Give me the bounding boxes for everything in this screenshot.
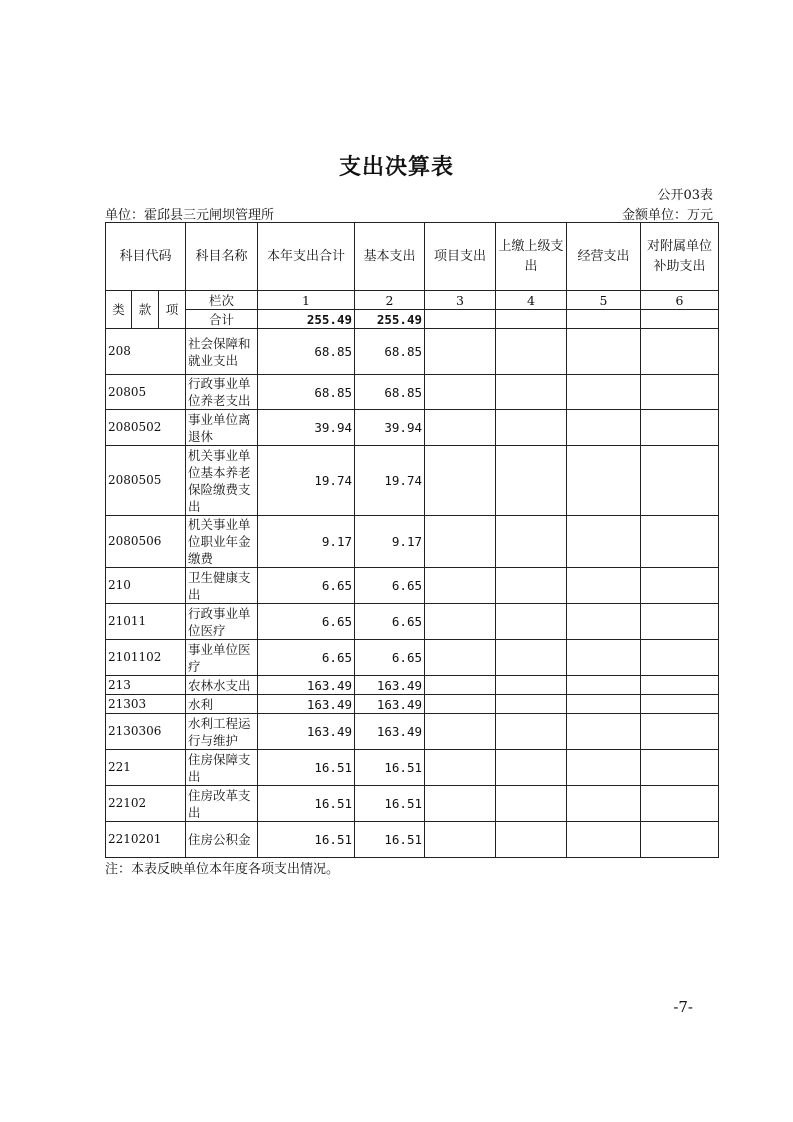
subject-name: 机关事业单位基本养老保险缴费支出 bbox=[186, 446, 258, 516]
subject-code: 210 bbox=[106, 568, 186, 604]
header-subject-code: 科目代码 bbox=[106, 223, 186, 291]
project-expenditure bbox=[425, 750, 496, 786]
business-expenditure bbox=[567, 822, 641, 858]
remit-upper-expenditure bbox=[496, 410, 567, 446]
total-expenditure: 19.74 bbox=[258, 446, 355, 516]
subject-code: 2101102 bbox=[106, 640, 186, 676]
column-number: 4 bbox=[496, 291, 567, 310]
subject-code: 213 bbox=[106, 676, 186, 695]
table-row bbox=[106, 786, 719, 822]
subject-name: 事业单位医疗 bbox=[186, 640, 258, 676]
business-expenditure bbox=[567, 375, 641, 410]
subject-name: 事业单位离退休 bbox=[186, 410, 258, 446]
header-col4: 上缴上级支出 bbox=[496, 223, 567, 291]
basic-expenditure: 163.49 bbox=[355, 714, 425, 750]
project-expenditure bbox=[425, 516, 496, 568]
header-subject-name: 科目名称 bbox=[186, 223, 258, 291]
column-number: 1 bbox=[258, 291, 355, 310]
business-expenditure bbox=[567, 446, 641, 516]
subsidy-expenditure bbox=[641, 822, 719, 858]
header-col1: 本年支出合计 bbox=[258, 223, 355, 291]
header-xiang: 项 bbox=[159, 291, 186, 329]
table-row bbox=[106, 375, 719, 410]
subject-name: 住房保障支出 bbox=[186, 750, 258, 786]
business-expenditure bbox=[567, 568, 641, 604]
subject-name: 机关事业单位职业年金缴费 bbox=[186, 516, 258, 568]
project-expenditure bbox=[425, 822, 496, 858]
basic-expenditure: 9.17 bbox=[355, 516, 425, 568]
project-expenditure bbox=[425, 640, 496, 676]
project-expenditure bbox=[425, 410, 496, 446]
total-expenditure: 68.85 bbox=[258, 375, 355, 410]
page-number: -7- bbox=[673, 998, 693, 1016]
remit-upper-expenditure bbox=[496, 329, 567, 375]
page-title: 支出决算表 bbox=[338, 155, 454, 180]
column-number: 5 bbox=[567, 291, 641, 310]
table-row bbox=[106, 695, 719, 714]
remit-upper-expenditure bbox=[496, 822, 567, 858]
header-lei: 类 bbox=[106, 291, 132, 329]
subsidy-expenditure bbox=[641, 695, 719, 714]
project-expenditure bbox=[425, 695, 496, 714]
remit-upper-expenditure bbox=[496, 714, 567, 750]
total-expenditure: 6.65 bbox=[258, 604, 355, 640]
table-row bbox=[106, 329, 719, 375]
table-note: 注：本表反映单位本年度各项支出情况。 bbox=[105, 862, 340, 877]
basic-expenditure: 16.51 bbox=[355, 822, 425, 858]
basic-expenditure: 16.51 bbox=[355, 750, 425, 786]
header-lanci: 栏次 bbox=[186, 291, 258, 310]
total-expenditure: 6.65 bbox=[258, 568, 355, 604]
project-expenditure bbox=[425, 446, 496, 516]
remit-upper-expenditure bbox=[496, 750, 567, 786]
subject-name: 水利 bbox=[186, 695, 258, 714]
remit-upper-expenditure bbox=[496, 568, 567, 604]
basic-expenditure: 163.49 bbox=[355, 695, 425, 714]
remit-upper-expenditure bbox=[496, 375, 567, 410]
subject-name: 行政事业单位养老支出 bbox=[186, 375, 258, 410]
table-code: 公开03表 bbox=[657, 188, 713, 203]
total-row bbox=[106, 310, 719, 329]
remit-upper-expenditure bbox=[496, 516, 567, 568]
header-kuan: 款 bbox=[132, 291, 159, 329]
column-number: 2 bbox=[355, 291, 425, 310]
total-expenditure: 39.94 bbox=[258, 410, 355, 446]
subsidy-expenditure bbox=[641, 568, 719, 604]
basic-expenditure: 19.74 bbox=[355, 446, 425, 516]
business-expenditure bbox=[567, 410, 641, 446]
table-row bbox=[106, 604, 719, 640]
header-heji: 合计 bbox=[186, 310, 258, 329]
table-row bbox=[106, 568, 719, 604]
table-row bbox=[106, 446, 719, 516]
total-expenditure: 16.51 bbox=[258, 786, 355, 822]
business-expenditure bbox=[567, 695, 641, 714]
project-expenditure bbox=[425, 375, 496, 410]
total-expenditure: 16.51 bbox=[258, 822, 355, 858]
amount-unit: 金额单位：万元 bbox=[621, 208, 713, 223]
column-number-row bbox=[106, 291, 719, 310]
remit-upper-expenditure bbox=[496, 446, 567, 516]
basic-expenditure: 16.51 bbox=[355, 786, 425, 822]
project-expenditure bbox=[425, 329, 496, 375]
remit-upper-expenditure bbox=[496, 786, 567, 822]
subject-code: 221 bbox=[106, 750, 186, 786]
expenditure-table bbox=[105, 222, 719, 858]
remit-upper-expenditure bbox=[496, 604, 567, 640]
basic-expenditure: 6.65 bbox=[355, 568, 425, 604]
subsidy-expenditure bbox=[641, 640, 719, 676]
basic-expenditure: 6.65 bbox=[355, 604, 425, 640]
remit-upper-expenditure bbox=[496, 676, 567, 695]
table-row bbox=[106, 516, 719, 568]
business-expenditure bbox=[567, 604, 641, 640]
basic-expenditure: 6.65 bbox=[355, 640, 425, 676]
unit-label: 单位：霍邱县三元闸坝管理所 bbox=[105, 208, 275, 223]
total-expenditure: 68.85 bbox=[258, 329, 355, 375]
column-number: 6 bbox=[641, 291, 719, 310]
table-row bbox=[106, 822, 719, 858]
subject-name: 行政事业单位医疗 bbox=[186, 604, 258, 640]
subject-name: 水利工程运行与维护 bbox=[186, 714, 258, 750]
business-expenditure bbox=[567, 640, 641, 676]
project-expenditure bbox=[425, 676, 496, 695]
subsidy-expenditure bbox=[641, 446, 719, 516]
header-row bbox=[106, 223, 719, 291]
subsidy-expenditure bbox=[641, 516, 719, 568]
table-row bbox=[106, 750, 719, 786]
subject-name: 社会保障和就业支出 bbox=[186, 329, 258, 375]
project-expenditure bbox=[425, 786, 496, 822]
subsidy-expenditure bbox=[641, 786, 719, 822]
basic-expenditure: 163.49 bbox=[355, 676, 425, 695]
subject-code: 2130306 bbox=[106, 714, 186, 750]
total-expenditure: 163.49 bbox=[258, 676, 355, 695]
total-expenditure: 9.17 bbox=[258, 516, 355, 568]
subsidy-expenditure bbox=[641, 375, 719, 410]
business-expenditure bbox=[567, 676, 641, 695]
total-expenditure: 163.49 bbox=[258, 695, 355, 714]
subsidy-expenditure bbox=[641, 676, 719, 695]
subject-code: 2210201 bbox=[106, 822, 186, 858]
column-number: 3 bbox=[425, 291, 496, 310]
subject-code: 2080506 bbox=[106, 516, 186, 568]
subject-code: 208 bbox=[106, 329, 186, 375]
project-expenditure bbox=[425, 568, 496, 604]
header-col3: 项目支出 bbox=[425, 223, 496, 291]
table-row bbox=[106, 640, 719, 676]
business-expenditure bbox=[567, 516, 641, 568]
business-expenditure bbox=[567, 714, 641, 750]
remit-upper-expenditure bbox=[496, 695, 567, 714]
total-col1: 255.49 bbox=[258, 310, 355, 329]
subject-code: 21303 bbox=[106, 695, 186, 714]
subsidy-expenditure bbox=[641, 604, 719, 640]
subject-code: 20805 bbox=[106, 375, 186, 410]
header-col2: 基本支出 bbox=[355, 223, 425, 291]
total-expenditure: 6.65 bbox=[258, 640, 355, 676]
subject-code: 2080502 bbox=[106, 410, 186, 446]
subject-name: 住房改革支出 bbox=[186, 786, 258, 822]
subject-code: 21011 bbox=[106, 604, 186, 640]
project-expenditure bbox=[425, 714, 496, 750]
total-expenditure: 16.51 bbox=[258, 750, 355, 786]
subject-name: 卫生健康支出 bbox=[186, 568, 258, 604]
subsidy-expenditure bbox=[641, 410, 719, 446]
subject-code: 2080505 bbox=[106, 446, 186, 516]
total-col2: 255.49 bbox=[355, 310, 425, 329]
total-expenditure: 163.49 bbox=[258, 714, 355, 750]
subsidy-expenditure bbox=[641, 714, 719, 750]
project-expenditure bbox=[425, 604, 496, 640]
table-row bbox=[106, 410, 719, 446]
subject-name: 农林水支出 bbox=[186, 676, 258, 695]
basic-expenditure: 68.85 bbox=[355, 329, 425, 375]
business-expenditure bbox=[567, 329, 641, 375]
basic-expenditure: 68.85 bbox=[355, 375, 425, 410]
subsidy-expenditure bbox=[641, 750, 719, 786]
remit-upper-expenditure bbox=[496, 640, 567, 676]
subsidy-expenditure bbox=[641, 329, 719, 375]
basic-expenditure: 39.94 bbox=[355, 410, 425, 446]
table-row bbox=[106, 676, 719, 695]
table-row bbox=[106, 714, 719, 750]
subject-code: 22102 bbox=[106, 786, 186, 822]
header-col5: 经营支出 bbox=[567, 223, 641, 291]
business-expenditure bbox=[567, 786, 641, 822]
subject-name: 住房公积金 bbox=[186, 822, 258, 858]
header-col6: 对附属单位补助支出 bbox=[641, 223, 719, 291]
business-expenditure bbox=[567, 750, 641, 786]
